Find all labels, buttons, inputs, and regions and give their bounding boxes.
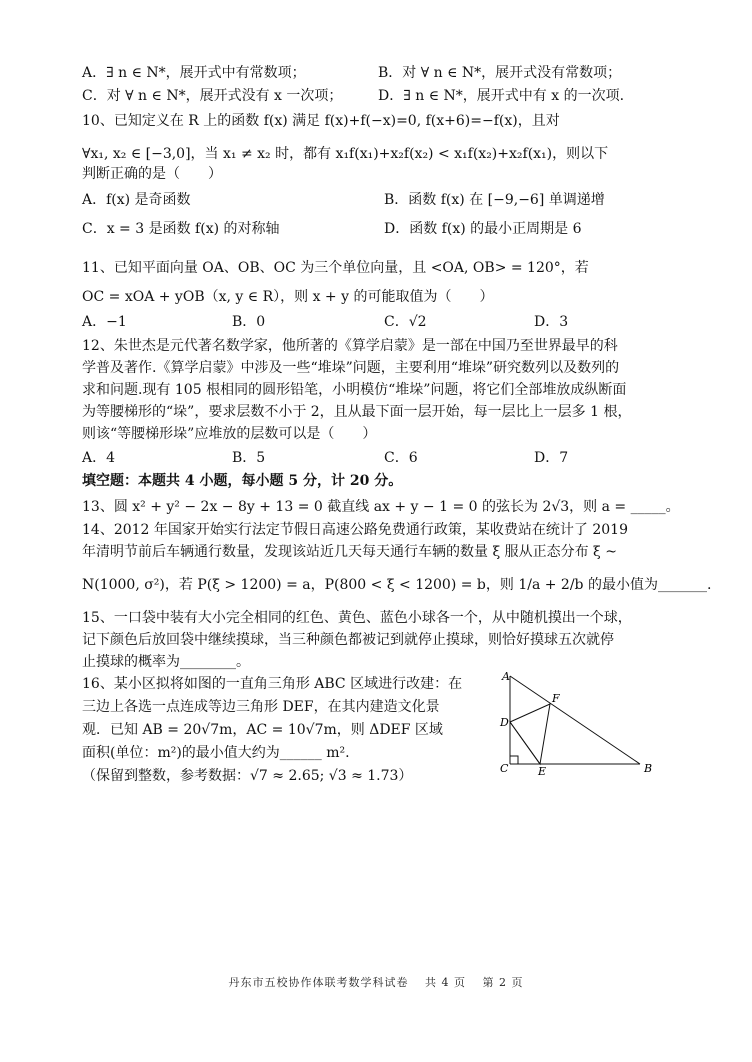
q11-option-a: A．−1 [82, 314, 127, 330]
q11-stem-line1: 11、已知平面向量 OA、OB、OC 为三个单位向量，且 <OA, OB> = 120°，若 [82, 260, 589, 276]
q13-stem: 13、圆 x² + y² − 2x − 8y + 13 = 0 截直线 ax + y − 1 = 0 的弦长为 2√3，则 a = _____。 [82, 499, 680, 515]
q16-line4: 面积(单位：m²)的最小值大约为______ m². [82, 745, 350, 761]
q16-line1: 16、某小区拟将如图的一直角三角形 ABC 区域进行改建：在 [82, 676, 463, 692]
q12-line1: 12、朱世杰是元代著名数学家，他所著的《算学启蒙》是一部在中国乃至世界最早的科 [82, 338, 618, 354]
equilateral-triangle-def [510, 704, 550, 764]
q10-stem-line1: 10、已知定义在 R 上的函数 f(x) 满足 f(x)+f(−x)=0, f(x+6)=−f(x)，且对 [82, 113, 560, 129]
q10-option-a: A．f(x) 是奇函数 [82, 192, 191, 208]
q14-line3: N(1000, σ²)，若 P(ξ > 1200) = a，P(800 < ξ < 1200) = b，则 1/a + 2/b 的最小值为_______. [82, 577, 712, 593]
q9-option-d: D．∃ n ∈ N*，展开式中有 x 的一次项. [378, 88, 625, 104]
q12-line3: 求和问题.现有 105 根相同的圆形铅笔，小明模仿“堆垛”问题，将它们全部堆放成纵断面 [82, 382, 627, 398]
q12-line4: 为等腰梯形的“垛”，要求层数不小于 2，且从最下面一层开始，每一层比上一层多 1 根， [82, 404, 632, 420]
q12-line5: 则该“等腰梯形垛”应堆放的层数可以是（ ） [82, 426, 377, 442]
q10-option-c: C．x = 3 是函数 f(x) 的对称轴 [82, 221, 280, 237]
q11-option-d: D．3 [534, 314, 569, 330]
footer-total-pages: 共 4 页 [425, 976, 466, 989]
label-e: E [538, 765, 547, 778]
q15-line1: 15、一口袋中装有大小完全相同的红色、黄色、蓝色小球各一个，从中随机摸出一个球， [82, 610, 632, 626]
q10-stem-line3: 判断正确的是（ ） [82, 166, 222, 182]
q9-option-a: A．∃ n ∈ N*，展开式中有常数项； [82, 65, 306, 81]
q10-stem-line2: ∀x₁, x₂ ∈ [−3,0]，当 x₁ ≠ x₂ 时，都有 x₁f(x₁)+x₂f(x₂) < x₁f(x₂)+x₂f(x₁)，则以下 [82, 146, 609, 162]
page-footer [0, 974, 752, 990]
label-d: D [500, 716, 509, 729]
q16-line2: 三边上各选一点连成等边三角形 DEF，在其内建造文化景 [82, 699, 440, 715]
label-a: A [502, 670, 510, 683]
q16-line5: （保留到整数，参考数据：√7 ≈ 2.65; √3 ≈ 1.73） [82, 768, 413, 784]
q12-option-a: A．4 [82, 450, 116, 466]
q16-triangle-figure [488, 668, 658, 778]
q14-line2: 年清明节前后车辆通行数量，发现该站近几天每天通行车辆的数量 ξ 服从正态分布 ξ ~ [82, 544, 617, 560]
q10-option-d: D．函数 f(x) 的最小正周期是 6 [384, 221, 582, 237]
label-c: C [500, 762, 509, 775]
q9-option-c: C．对 ∀ n ∈ N*，展开式没有 x 一次项； [82, 88, 343, 104]
footer-exam-title: 丹东市五校协作体联考数学科试卷 [228, 976, 409, 989]
side-ab [510, 676, 640, 764]
label-f: F [552, 692, 560, 705]
right-angle-mark [510, 756, 518, 764]
q12-option-b: B．5 [232, 450, 266, 466]
q11-stem-line2: OC = xOA + yOB（x, y ∈ R），则 x + y 的可能取值为（ ） [82, 289, 494, 305]
q11-option-b: B．0 [232, 314, 266, 330]
q12-option-d: D．7 [534, 450, 569, 466]
q10-option-b: B．函数 f(x) 在 [−9,−6] 单调递增 [384, 192, 605, 208]
q14-line1: 14、2012 年国家开始实行法定节假日高速公路免费通行政策，某收费站在统计了 2019 [82, 522, 628, 538]
q12-option-c: C．6 [384, 450, 418, 466]
q12-line2: 学普及著作.《算学启蒙》中涉及一些“堆垛”问题，主要利用“堆垛”研究数列以及数列的 [82, 360, 620, 376]
footer-page-number: 第 2 页 [482, 976, 524, 989]
q9-option-b: B．对 ∀ n ∈ N*，展开式没有常数项； [378, 65, 622, 81]
q11-option-c: C．√2 [384, 314, 427, 330]
q16-line3: 观．已知 AB = 20√7m，AC = 10√7m，则 ΔDEF 区域 [82, 722, 443, 738]
segment-de [510, 722, 540, 764]
label-b: B [644, 762, 653, 775]
fill-in-section-header: 填空题：本题共 4 小题，每小题 5 分，计 20 分。 [82, 473, 403, 489]
q15-line3: 止摸球的概率为________。 [82, 654, 250, 670]
q15-line2: 记下颜色后放回袋中继续摸球，当三种颜色都被记到就停止摸球，则恰好摸球五次就停 [82, 632, 614, 648]
